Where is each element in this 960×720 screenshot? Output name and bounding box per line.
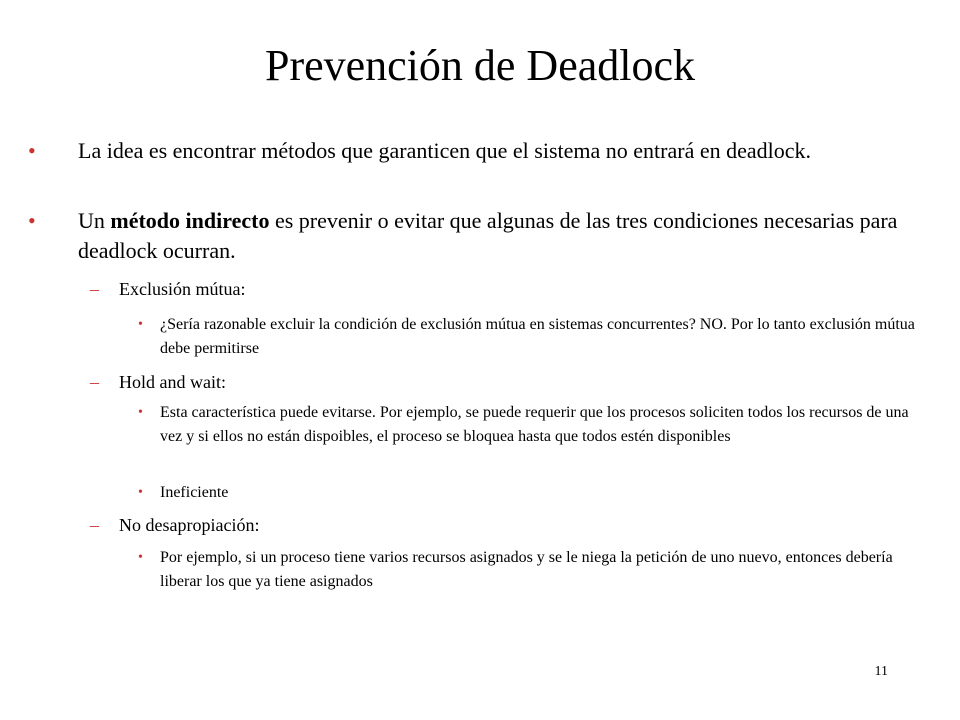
- condition-item: [90, 369, 890, 395]
- detail-text: ¿Sería razonable excluir la condición de exclusión mútua en sistemas concurrentes? NO. Por lo tanto exclusión mútua debe permitirse: [160, 316, 915, 357]
- detail-item: [138, 481, 928, 505]
- detail-text: Por ejemplo, si un proceso tiene varios recursos asignados y se le niega la petición de uno nuevo, entonces debería liberar los que ya tiene asignados: [160, 549, 893, 590]
- bullet-text: [78, 206, 908, 266]
- bullet-text-lead: Un: [78, 208, 111, 233]
- bullet-dot-icon: •: [28, 208, 36, 233]
- page-number: 11: [874, 664, 888, 679]
- bullet-text-emphasis: método indirecto: [110, 208, 270, 233]
- bullet-item: [28, 136, 908, 166]
- condition-label: Exclusión mútua:: [119, 279, 246, 299]
- detail-item: [138, 401, 928, 449]
- dash-icon: –: [90, 372, 99, 392]
- detail-item: [138, 313, 928, 361]
- bullet-dot-icon: •: [138, 317, 143, 332]
- detail-text: Ineficiente: [160, 484, 229, 501]
- condition-item: [90, 512, 890, 538]
- condition-label: No desapropiación:: [119, 515, 260, 535]
- detail-item: [138, 546, 928, 594]
- slide-title: Prevención de Deadlock: [264, 41, 696, 90]
- bullet-dot-icon: •: [138, 485, 143, 500]
- bullet-text: La idea es encontrar métodos que garanticen que el sistema no entrará en deadlock.: [78, 138, 812, 163]
- dash-icon: –: [90, 279, 99, 299]
- condition-label: Hold and wait:: [119, 372, 226, 392]
- bullet-dot-icon: •: [138, 550, 143, 565]
- dash-icon: –: [90, 515, 99, 535]
- bullet-item: [28, 206, 908, 266]
- bullet-dot-icon: •: [28, 138, 36, 163]
- detail-text: Esta característica puede evitarse. Por ejemplo, se puede requerir que los procesos soliciten todos los recursos de una vez y si ellos no están dispoibles, el proceso se bloquea hasta que todos estén disponibles: [160, 404, 909, 445]
- bullet-dot-icon: •: [138, 405, 143, 420]
- condition-item: [90, 276, 890, 302]
- bullet-text-rest: es prevenir o evitar que algunas de las tres condiciones necesarias para deadlock ocurran.: [78, 208, 898, 263]
